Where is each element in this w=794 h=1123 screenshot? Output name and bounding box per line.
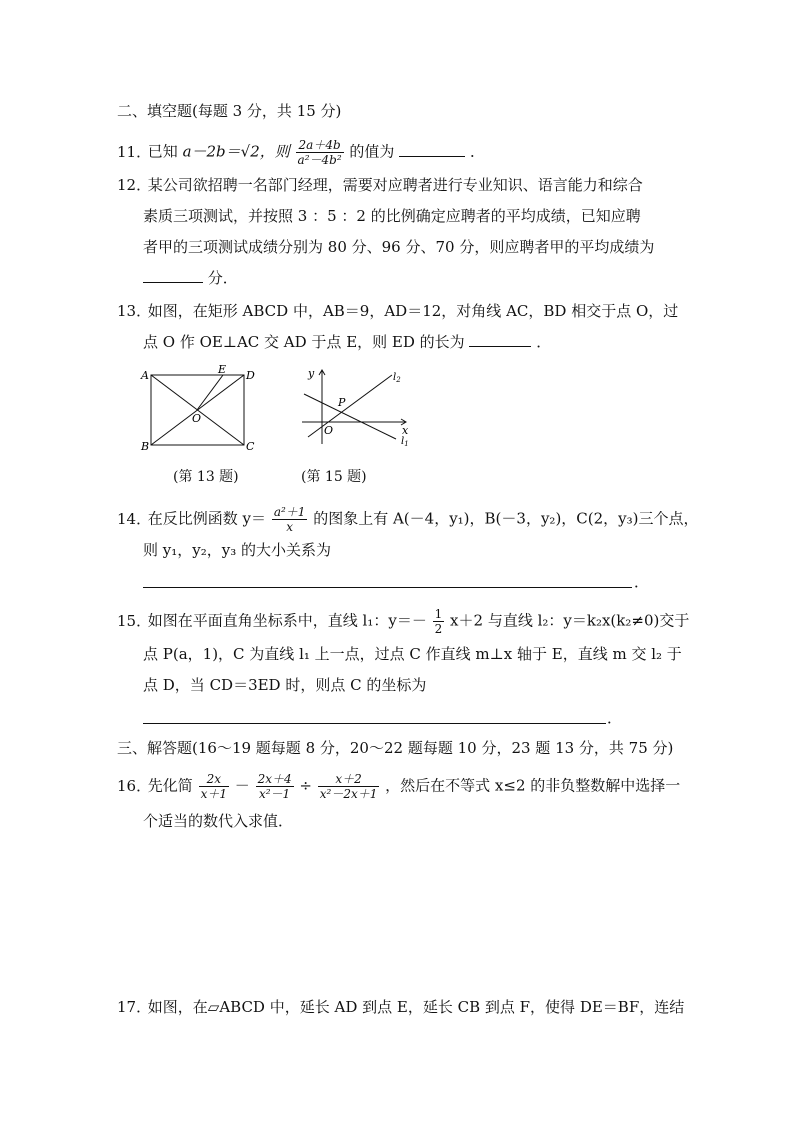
question-15-number: 15． [117, 611, 152, 630]
question-14-number: 14． [117, 509, 152, 528]
label-l2: $l_2$ [393, 372, 401, 384]
fraction-1-denominator: x＋1 [200, 787, 227, 801]
question-14-fraction [272, 505, 308, 534]
question-16-line-1 [117, 772, 680, 801]
question-13-end: ． [536, 333, 552, 351]
question-15-denominator: 2 [434, 622, 443, 636]
question-15-line-2 [143, 644, 682, 664]
answer-blank-11[interactable] [399, 142, 465, 157]
figure-13 [138, 362, 266, 457]
question-14-line-1 [117, 505, 699, 534]
label-y: y [308, 367, 315, 380]
question-15-line-1 [117, 607, 689, 636]
question-16-text-2: 个适当的数代入求值． [143, 812, 294, 830]
fraction-3-numerator: x＋2 [318, 772, 380, 787]
question-13-text-1: 如图，在矩形 ABCD 中，AB＝9，AD＝12，对角线 AC，BD 相交于点 O，过 [147, 302, 679, 320]
question-15-fraction [433, 607, 445, 636]
section-2-title [117, 101, 341, 121]
question-14-end: ． [634, 573, 650, 591]
question-13-text-2: 点 O 作 OE⊥AC 交 AD 于点 E，则 ED 的长为 [143, 333, 465, 351]
section-3-title-text: 三、解答题(16～19 题每题 8 分，20～22 题每题 10 分，23 题 13 分，共 75 分) [117, 739, 674, 757]
question-16-line-2 [143, 811, 293, 831]
label-e: E [218, 363, 227, 376]
question-15-numerator: 1 [434, 607, 443, 621]
question-14-text-2: 则 y₁，y₂，y₃ 的大小关系为 [143, 541, 331, 559]
question-14-denominator: x [286, 520, 293, 534]
label-b: B [141, 440, 150, 453]
answer-blank-13[interactable] [469, 332, 531, 347]
question-16-fraction-1 [199, 772, 229, 801]
label-p: P [338, 396, 346, 409]
question-15-end: ． [607, 709, 623, 727]
question-11 [117, 138, 485, 167]
question-17-line-1 [117, 997, 684, 1017]
fraction-2-denominator: x²－1 [258, 787, 291, 801]
question-12-line-4 [143, 268, 238, 288]
question-14-numerator: a²＋1 [273, 505, 306, 519]
question-13-line-1 [117, 301, 678, 321]
minus-sign: － [234, 776, 250, 795]
question-12-line-1 [117, 175, 643, 195]
question-16-number: 16． [117, 776, 152, 795]
question-14-pre: 在反比例函数 y＝ [147, 509, 267, 528]
label-l1: $l_1$ [401, 436, 409, 448]
answer-blank-12[interactable] [143, 268, 203, 283]
fraction-2-numerator: 2x＋4 [257, 772, 292, 786]
line-l1 [304, 394, 396, 439]
question-11-pre: 已知 [147, 142, 183, 161]
question-16-fraction-3 [318, 772, 380, 801]
label-origin: O [324, 424, 334, 437]
question-11-number: 11． [117, 142, 152, 161]
question-12-text-3: 者甲的三项测试成绩分别为 80 分、96 分、70 分，则应聘者甲的平均成绩为 [143, 238, 655, 256]
figure-15-caption: (第 15 题) [301, 469, 367, 485]
figure-13-caption: (第 13 题) [173, 469, 239, 485]
divide-sign: ÷ [299, 776, 312, 795]
question-12-text-2: 素质三项测试，并按照 3 ：5 ：2 的比例确定应聘者的平均成绩，已知应聘 [143, 207, 641, 225]
question-13-number: 13． [117, 302, 152, 320]
question-12-line-3 [143, 237, 654, 257]
fraction-1-numerator: 2x [199, 772, 229, 787]
question-11-fraction [296, 138, 344, 167]
question-14-line-2 [143, 540, 331, 560]
question-16-post: ，然后在不等式 x≤2 的非负整数解中选择一 [385, 776, 681, 795]
question-11-denominator: a²－4b² [297, 153, 342, 167]
question-11-post: 的值为 [349, 142, 395, 161]
question-11-end: ． [470, 142, 486, 161]
answer-line-14[interactable] [143, 587, 632, 588]
question-12-line-2 [143, 206, 641, 226]
question-16-fraction-2 [256, 772, 294, 801]
label-a: A [141, 369, 149, 382]
question-12-text-1: 某公司欲招聘一名部门经理，需要对应聘者进行专业知识、语言能力和综合 [147, 176, 643, 194]
label-d: D [246, 369, 255, 382]
question-15-pre: 如图在平面直角坐标系中，直线 l₁：y＝－ [147, 611, 427, 630]
question-14-post: 的图象上有 A(－4，y₁)，B(－3，y₂)，C(2，y₃)三个点， [313, 509, 699, 528]
question-15-post: x＋2 与直线 l₂：y＝k₂x(k₂≠0)交于 [450, 611, 690, 630]
fraction-3-denominator: x²－2x＋1 [319, 787, 378, 801]
section-2-title-text: 二、填空题(每题 3 分，共 15 分) [117, 102, 342, 120]
question-11-numerator: 2a＋4b [296, 138, 344, 153]
figure-15 [294, 362, 424, 457]
question-17-number: 17． [117, 998, 152, 1016]
question-15-text-3: 点 D，当 CD＝3ED 时，则点 C 的坐标为 [143, 676, 427, 694]
question-13-line-2 [143, 332, 551, 352]
label-c: C [246, 440, 255, 453]
segment-oe [197, 375, 223, 410]
answer-line-15[interactable] [143, 723, 606, 724]
question-15-line-3 [143, 675, 426, 695]
question-17-text-1: 如图，在▱ABCD 中，延长 AD 到点 E，延长 CB 到点 F，使得 DE＝BF，连结 [147, 998, 685, 1016]
line-l2 [308, 375, 392, 437]
question-15-text-2: 点 P(a，1)，C 为直线 l₁ 上一点，过点 C 作直线 m⊥x 轴于 E，直线 m 交 l₂ 于 [143, 645, 682, 663]
section-3-title [117, 738, 673, 758]
label-x: x [402, 424, 409, 437]
label-o: O [192, 412, 202, 425]
question-11-condition: a－2b＝√2，则 [182, 142, 290, 161]
question-16-pre: 先化简 [147, 776, 193, 795]
question-12-text-4: 分． [207, 269, 238, 287]
question-12-number: 12． [117, 176, 152, 194]
